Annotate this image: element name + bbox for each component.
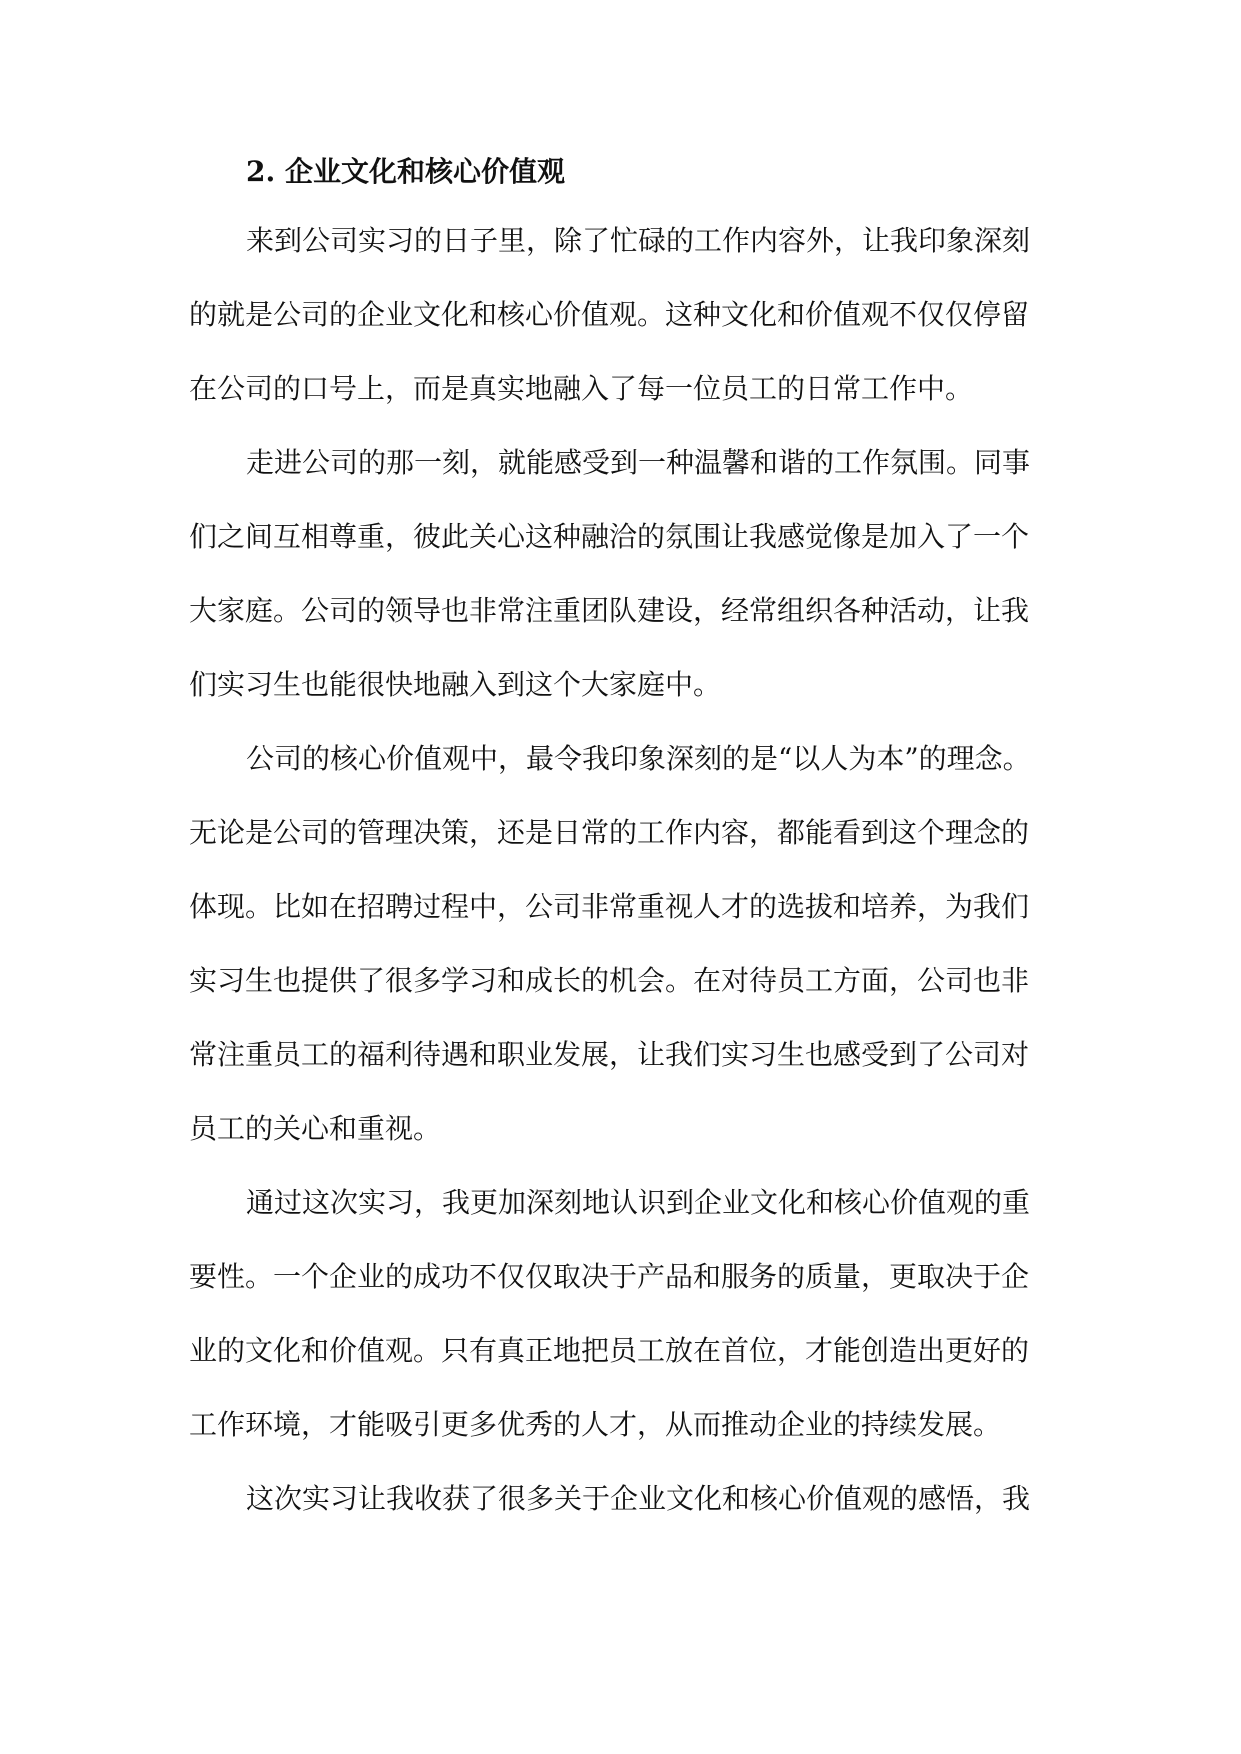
document-body: [189, 140, 1053, 1536]
paragraph-line: 实习生也提供了很多学习和成长的机会。在对待员工方面，公司也非: [189, 964, 1030, 997]
section-heading: 2. 企业文化和核心价值观: [246, 155, 565, 188]
paragraph-line: 来到公司实习的日子里，除了忙碌的工作内容外，让我印象深刻: [246, 224, 1031, 257]
paragraph-line: 要性。一个企业的成功不仅仅取决于产品和服务的质量，更取决于企: [189, 1260, 1030, 1293]
paragraph-line: 公司的核心价值观中，最令我印象深刻的是“以人为本”的理念。: [246, 742, 1031, 775]
paragraph: [189, 426, 1053, 722]
paragraph-line: 这次实习让我收获了很多关于企业文化和核心价值观的感悟，我: [246, 1482, 1031, 1515]
paragraph-line: 员工的关心和重视。: [189, 1112, 442, 1145]
paragraph-line: 大家庭。公司的领导也非常注重团队建设，经常组织各种活动，让我: [189, 594, 1030, 627]
paragraph: [189, 204, 1053, 426]
paragraph-line: 的就是公司的企业文化和核心价值观。这种文化和价值观不仅仅停留: [189, 298, 1030, 331]
paragraph: [189, 1166, 1053, 1462]
paragraph-line: 走进公司的那一刻，就能感受到一种温馨和谐的工作氛围。同事: [246, 446, 1031, 479]
paragraph-line: 工作环境，才能吸引更多优秀的人才，从而推动企业的持续发展。: [189, 1408, 1002, 1441]
paragraph: [189, 1462, 1053, 1536]
paragraph-line: 业的文化和价值观。只有真正地把员工放在首位，才能创造出更好的: [189, 1334, 1030, 1367]
paragraph: [189, 722, 1053, 1166]
paragraph-line: 通过这次实习，我更加深刻地认识到企业文化和核心价值观的重: [246, 1186, 1031, 1219]
paragraph-line: 们之间互相尊重，彼此关心这种融洽的氛围让我感觉像是加入了一个: [189, 520, 1030, 553]
paragraph-line: 在公司的口号上，而是真实地融入了每一位员工的日常工作中。: [189, 372, 974, 405]
paragraph-line: 们实习生也能很快地融入到这个大家庭中。: [189, 668, 722, 701]
paragraph-line: 常注重员工的福利待遇和职业发展，让我们实习生也感受到了公司对: [189, 1038, 1030, 1071]
paragraph-line: 体现。比如在招聘过程中，公司非常重视人才的选拔和培养，为我们: [189, 890, 1030, 923]
paragraph-line: 无论是公司的管理决策，还是日常的工作内容，都能看到这个理念的: [189, 816, 1030, 849]
